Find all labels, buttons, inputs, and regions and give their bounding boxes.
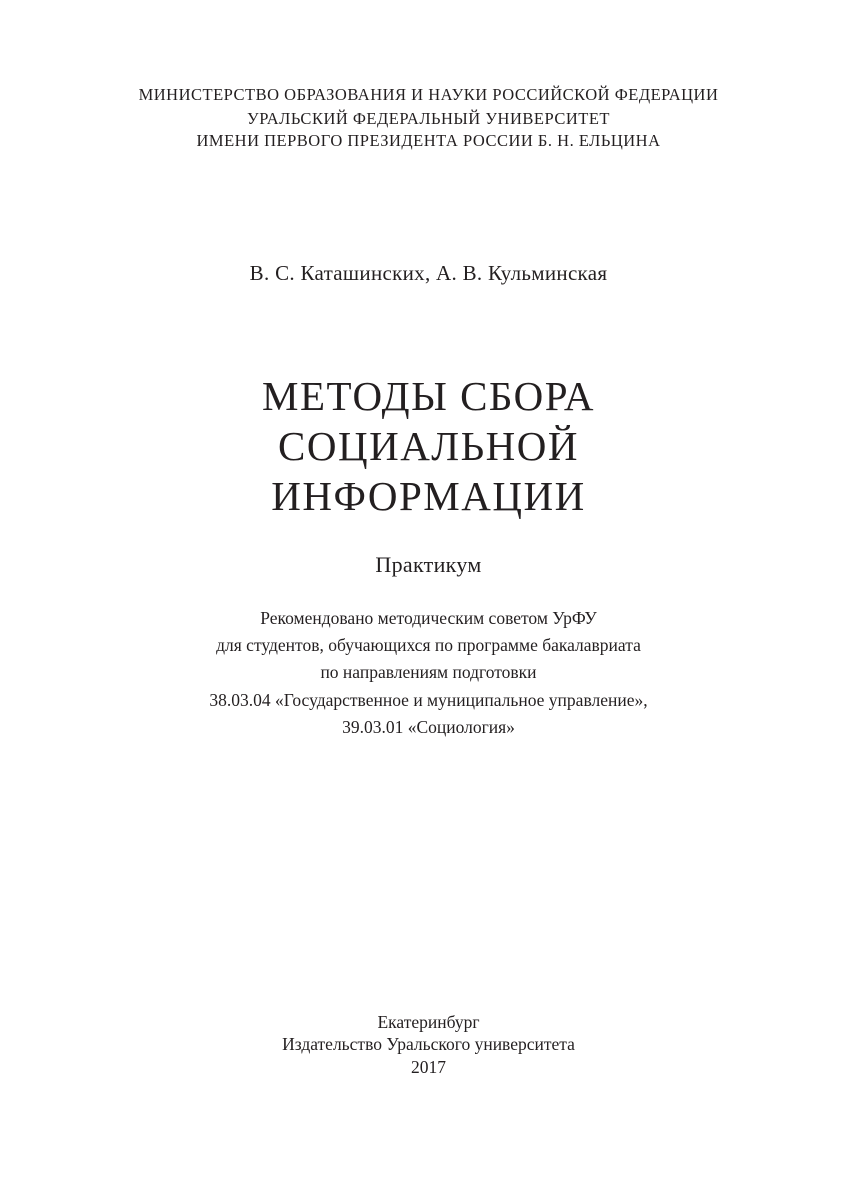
recommendation-line5: 39.03.01 «Социология» [342,717,515,737]
recommendation-line1: Рекомендовано методическим советом УрФУ [260,608,597,628]
imprint-city: Екатеринбург [377,1012,480,1032]
recommendation-line3: по направлениям подготовки [320,662,537,682]
title-line1: МЕТОДЫ СБОРА [262,373,595,419]
title-line2: СОЦИАЛЬНОЙ [278,423,579,469]
recommendation-line2: для студентов, обучающихся по программе бакалавриата [216,635,641,655]
title-line3: ИНФОРМАЦИИ [271,473,586,519]
university-name-line1: УРАЛЬСКИЙ ФЕДЕРАЛЬНЫЙ УНИВЕРСИТЕТ [247,109,610,128]
authors: В. С. Каташинских, А. В. Кульминская [249,261,608,285]
recommendation-line4: 38.03.04 «Государственное и муниципальное управление», [209,690,648,710]
book-subtitle: Практикум [375,552,482,577]
university-name-line2: ИМЕНИ ПЕРВОГО ПРЕЗИДЕНТА РОССИИ Б. Н. ЕЛЬЦИНА [196,131,661,150]
ministry-name: МИНИСТЕРСТВО ОБРАЗОВАНИЯ И НАУКИ РОССИЙСКОЙ ФЕДЕРАЦИИ [138,85,719,104]
imprint-year: 2017 [411,1057,446,1077]
imprint-publisher: Издательство Уральского университета [282,1034,575,1054]
